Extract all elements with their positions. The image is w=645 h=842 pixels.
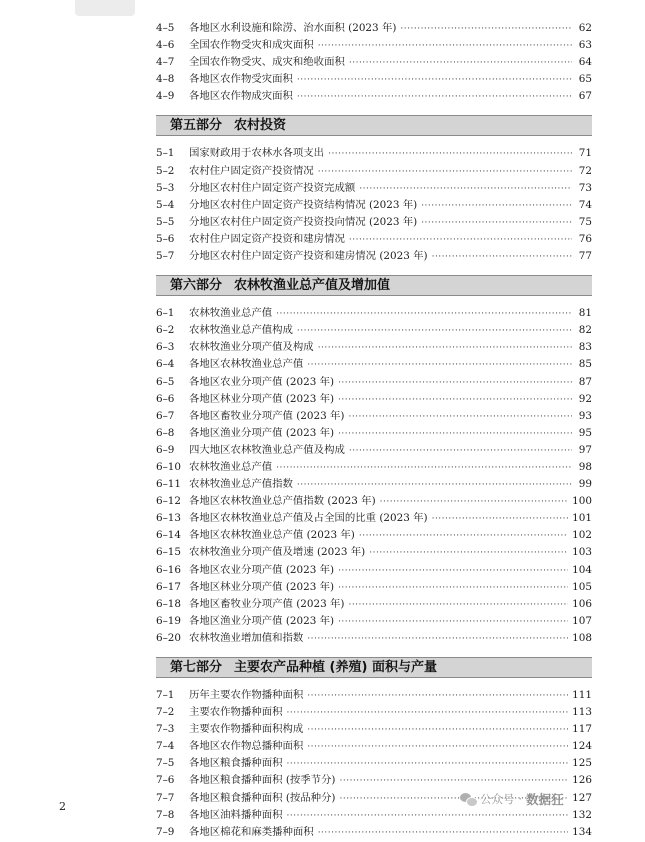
- entry-page: 63: [578, 39, 592, 52]
- toc-entry: [156, 562, 592, 579]
- dot-leader: [338, 375, 572, 392]
- entry-number: 6–18: [156, 597, 182, 610]
- entry-page: 92: [578, 392, 592, 405]
- part-title: 主要农产品种植 (养殖) 面积与产量: [234, 660, 437, 675]
- part-title: 农林牧渔业总产值及增加值: [234, 278, 391, 294]
- entry-page: 126: [572, 774, 592, 787]
- toc-entry: [156, 248, 592, 265]
- entry-title: 农林牧渔业总产值指数: [189, 478, 293, 491]
- entry-title: 分地区农村住户固定资产投资投向情况 (2023 年): [189, 215, 418, 228]
- dot-leader: [287, 756, 569, 773]
- dot-leader: [338, 614, 568, 631]
- entry-page: 108: [572, 631, 592, 644]
- entry-number: 5–1: [156, 147, 175, 160]
- table-of-contents: [156, 20, 592, 841]
- entry-number: 6–11: [156, 478, 182, 491]
- toc-entry: [156, 408, 592, 425]
- entry-page: 134: [572, 825, 592, 838]
- toc-entry: [156, 231, 592, 248]
- toc-entry: [156, 322, 592, 339]
- entry-page: 64: [578, 56, 592, 69]
- entry-title: 各地区粮食播种面积: [189, 757, 283, 770]
- dot-leader: [349, 232, 572, 249]
- dot-leader: [349, 443, 572, 460]
- toc-entry: [156, 356, 592, 373]
- dot-leader: [348, 597, 568, 614]
- part-heading: [156, 115, 592, 136]
- entry-number: 6–2: [156, 324, 175, 337]
- dot-leader: [307, 739, 568, 756]
- toc-entry: [156, 755, 592, 772]
- entry-title: 各地区棉花和麻类播种面积: [189, 825, 314, 838]
- entry-page: 117: [572, 723, 592, 736]
- toc-entry: [156, 180, 592, 197]
- toc-entry: [156, 214, 592, 231]
- entry-page: 71: [578, 147, 592, 160]
- dot-leader: [307, 688, 568, 705]
- dot-leader: [338, 563, 568, 580]
- entry-number: 6–10: [156, 460, 182, 473]
- entry-page: 107: [572, 614, 592, 627]
- toc-entry: [156, 772, 592, 789]
- entry-number: 7–5: [156, 757, 175, 770]
- entry-title: 各地区粮食播种面积 (按品种分): [189, 791, 336, 804]
- entry-page: 124: [572, 740, 592, 753]
- dot-leader: [307, 631, 568, 648]
- dot-leader: [318, 38, 572, 55]
- entry-number: 4–8: [156, 73, 175, 86]
- dot-leader: [307, 357, 572, 374]
- entry-title: 分地区农村住户固定资产投资完成额: [189, 181, 356, 194]
- toc-entry: [156, 493, 592, 510]
- entry-title: 分地区农村住户固定资产投资结构情况 (2023 年): [189, 198, 418, 211]
- dot-leader: [421, 198, 572, 215]
- toc-entry: [156, 807, 592, 824]
- entry-number: 4–9: [156, 90, 175, 103]
- toc-entry: [156, 579, 592, 596]
- entry-number: 7–6: [156, 774, 175, 787]
- dot-leader: [369, 545, 568, 562]
- entry-page: 111: [572, 689, 592, 701]
- entry-number: 4–6: [156, 39, 175, 52]
- entry-number: 5–6: [156, 232, 175, 245]
- top-scan-mark: [75, 0, 135, 16]
- entry-page: 62: [578, 22, 592, 34]
- entry-title: 全国农作物受灾、成灾和绝收面积: [189, 56, 345, 69]
- entry-page: 106: [572, 597, 592, 610]
- toc-entry: [156, 544, 592, 561]
- dot-leader: [297, 89, 572, 106]
- entry-page: 75: [578, 215, 592, 228]
- entry-number: 6–6: [156, 392, 175, 405]
- entry-title: 农村住户固定资产投资和建房情况: [189, 232, 345, 245]
- entry-title: 各地区粮食播种面积 (按季节分): [189, 774, 336, 787]
- toc-entry: [156, 425, 592, 442]
- entry-number: 6–16: [156, 563, 182, 576]
- entry-page: 132: [572, 808, 592, 821]
- dot-leader: [287, 808, 569, 825]
- part-heading: [156, 275, 592, 296]
- toc-entry: [156, 88, 592, 105]
- dot-leader: [287, 705, 569, 722]
- entry-page: 65: [578, 73, 592, 86]
- watermark: [460, 789, 564, 809]
- entry-title: 各地区林业分项产值 (2023 年): [189, 580, 335, 593]
- entry-page: 113: [572, 706, 592, 719]
- dot-leader: [297, 72, 572, 89]
- dot-leader: [338, 580, 568, 597]
- entry-title: 各地区农林牧渔业总产值 (2023 年): [189, 529, 355, 542]
- entry-page: 81: [578, 307, 592, 320]
- toc-entry: [156, 20, 592, 37]
- entry-page: 93: [578, 409, 592, 422]
- toc-entry: [156, 163, 592, 180]
- entry-title: 各地区渔业分项产值 (2023 年): [189, 614, 335, 627]
- toc-entry: [156, 71, 592, 88]
- entry-number: 6–3: [156, 341, 175, 354]
- entry-title: 各地区畜牧业分项产值 (2023 年): [189, 597, 345, 610]
- entry-page: 98: [578, 460, 592, 473]
- entry-page: 99: [578, 478, 592, 491]
- entry-page: 87: [578, 375, 592, 388]
- entry-number: 5–3: [156, 181, 175, 194]
- entry-title: 主要农作物播种面积: [189, 706, 283, 719]
- entry-number: 5–4: [156, 198, 175, 211]
- entry-page: 67: [578, 90, 592, 103]
- entry-title: 农林牧渔业总产值: [189, 307, 273, 320]
- entry-title: 历年主要农作物播种面积: [189, 689, 304, 701]
- toc-entry: [156, 687, 592, 704]
- entry-title: 各地区农作物成灾面积: [189, 90, 293, 103]
- entry-title: 农林牧渔业总产值构成: [189, 324, 293, 337]
- toc-entry: [156, 510, 592, 527]
- watermark-text: 公众号: [480, 792, 515, 806]
- entry-title: 农村住户固定资产投资情况: [189, 164, 314, 177]
- toc-entry: [156, 391, 592, 408]
- toc-entry: [156, 527, 592, 544]
- entry-number: 6–8: [156, 426, 175, 439]
- wechat-icon: [460, 792, 476, 806]
- entry-page: 74: [578, 198, 592, 211]
- entry-page: 95: [578, 426, 592, 439]
- entry-number: 7–2: [156, 706, 175, 719]
- entry-title: 各地区农业分项产值 (2023 年): [189, 375, 335, 388]
- entry-page: 103: [572, 546, 592, 559]
- toc-entry: [156, 305, 592, 322]
- toc-entry: [156, 596, 592, 613]
- entry-page: 101: [572, 512, 592, 525]
- entry-number: 7–9: [156, 825, 175, 838]
- entry-title: 各地区农林牧渔业总产值指数 (2023 年): [189, 495, 376, 508]
- entry-number: 7–8: [156, 808, 175, 821]
- entry-title: 各地区农作物受灾面积: [189, 73, 293, 86]
- entry-number: 6–7: [156, 409, 175, 422]
- entry-page: 127: [572, 791, 592, 804]
- entry-title: 四大地区农林牧渔业总产值及构成: [189, 443, 345, 456]
- entry-number: 6–5: [156, 375, 175, 388]
- toc-entry: [156, 613, 592, 630]
- part-title: 农村投资: [234, 118, 287, 134]
- entry-title: 各地区渔业分项产值 (2023 年): [189, 426, 335, 439]
- entry-title: 国家财政用于农林水各项支出: [189, 147, 325, 160]
- watermark-separator: ·: [518, 792, 523, 806]
- entry-number: 6–15: [156, 546, 182, 559]
- entry-page: 73: [578, 181, 592, 194]
- dot-leader: [276, 460, 572, 477]
- toc-entry: [156, 704, 592, 721]
- entry-title: 各地区林业分项产值 (2023 年): [189, 392, 335, 405]
- entry-title: 农林牧渔业分项产值及增速 (2023 年): [189, 546, 366, 559]
- entry-number: 6–19: [156, 614, 182, 627]
- toc-entry: [156, 374, 592, 391]
- toc-entry: [156, 54, 592, 71]
- dot-leader: [432, 511, 569, 528]
- entry-number: 4–5: [156, 22, 175, 34]
- entry-title: 各地区农林牧渔业总产值: [189, 358, 304, 371]
- entry-title: 农林牧渔业总产值: [189, 460, 273, 473]
- entry-page: 83: [578, 341, 592, 354]
- entry-number: 4–7: [156, 56, 175, 69]
- entry-page: 102: [572, 529, 592, 542]
- entry-number: 7–7: [156, 791, 175, 804]
- toc-entry: [156, 145, 592, 162]
- toc-entry: [156, 339, 592, 356]
- toc-entry: [156, 37, 592, 54]
- entry-title: 各地区油料播种面积: [189, 808, 283, 821]
- entry-title: 各地区水利设施和除涝、治水面积 (2023 年): [189, 22, 397, 34]
- page-number: 2: [59, 800, 66, 813]
- part-number: 第六部分: [170, 278, 223, 294]
- dot-leader: [307, 722, 568, 739]
- entry-page: 105: [572, 580, 592, 593]
- dot-leader: [340, 773, 569, 790]
- dot-leader: [297, 323, 572, 340]
- toc-entry: [156, 197, 592, 214]
- entry-page: 104: [572, 563, 592, 576]
- entry-number: 5–2: [156, 164, 175, 177]
- entry-title: 各地区农业分项产值 (2023 年): [189, 563, 335, 576]
- dot-leader: [359, 181, 572, 198]
- entry-number: 6–4: [156, 358, 175, 371]
- entry-title: 各地区农林牧渔业总产值及占全国的比重 (2023 年): [189, 512, 428, 525]
- entry-page: 77: [578, 250, 592, 263]
- dot-leader: [421, 215, 572, 232]
- entry-number: 6–12: [156, 495, 182, 508]
- toc-entry: [156, 630, 592, 647]
- entry-number: 6–1: [156, 307, 175, 320]
- entry-page: 100: [572, 495, 592, 508]
- dot-leader: [318, 164, 572, 181]
- entry-title: 主要农作物播种面积构成: [189, 723, 304, 736]
- entry-title: 农林牧渔业分项产值及构成: [189, 341, 314, 354]
- dot-leader: [359, 528, 568, 545]
- entry-number: 7–3: [156, 723, 175, 736]
- entry-title: 各地区农作物总播种面积: [189, 740, 304, 753]
- entry-number: 6–13: [156, 512, 182, 525]
- dot-leader: [338, 426, 572, 443]
- entry-page: 125: [572, 757, 592, 770]
- entry-title: 全国农作物受灾和成灾面积: [189, 39, 314, 52]
- dot-leader: [432, 249, 572, 266]
- part-number: 第七部分: [170, 660, 223, 675]
- entry-number: 5–5: [156, 215, 175, 228]
- dot-leader: [400, 21, 572, 38]
- entry-number: 7–4: [156, 740, 175, 753]
- toc-entry: [156, 442, 592, 459]
- entry-title: 分地区农村住户固定资产投资和建房情况 (2023 年): [189, 250, 428, 263]
- entry-number: 6–17: [156, 580, 182, 593]
- entry-page: 76: [578, 232, 592, 245]
- entry-number: 6–14: [156, 529, 182, 542]
- entry-page: 97: [578, 443, 592, 456]
- entry-page: 72: [578, 164, 592, 177]
- dot-leader: [349, 55, 572, 72]
- entry-number: 5–7: [156, 250, 175, 263]
- dot-leader: [276, 306, 572, 323]
- entry-title: 各地区畜牧业分项产值 (2023 年): [189, 409, 345, 422]
- part-heading: [156, 657, 592, 678]
- dot-leader: [297, 477, 572, 494]
- dot-leader: [318, 825, 568, 842]
- entry-number: 6–20: [156, 631, 182, 644]
- entry-page: 82: [578, 324, 592, 337]
- toc-entry: [156, 721, 592, 738]
- dot-leader: [328, 146, 572, 163]
- toc-entry: [156, 476, 592, 493]
- entry-number: 6–9: [156, 443, 175, 456]
- dot-leader: [318, 340, 572, 357]
- dot-leader: [338, 392, 572, 409]
- toc-entry: [156, 824, 592, 841]
- entry-title: 农林牧渔业增加值和指数: [189, 631, 304, 644]
- dot-leader: [380, 494, 569, 511]
- entry-page: 85: [578, 358, 592, 371]
- toc-entry: [156, 459, 592, 476]
- toc-entry: [156, 738, 592, 755]
- watermark-brand: 数据狂: [526, 792, 564, 807]
- dot-leader: [348, 409, 572, 426]
- entry-number: 7–1: [156, 689, 175, 701]
- part-number: 第五部分: [170, 118, 223, 134]
